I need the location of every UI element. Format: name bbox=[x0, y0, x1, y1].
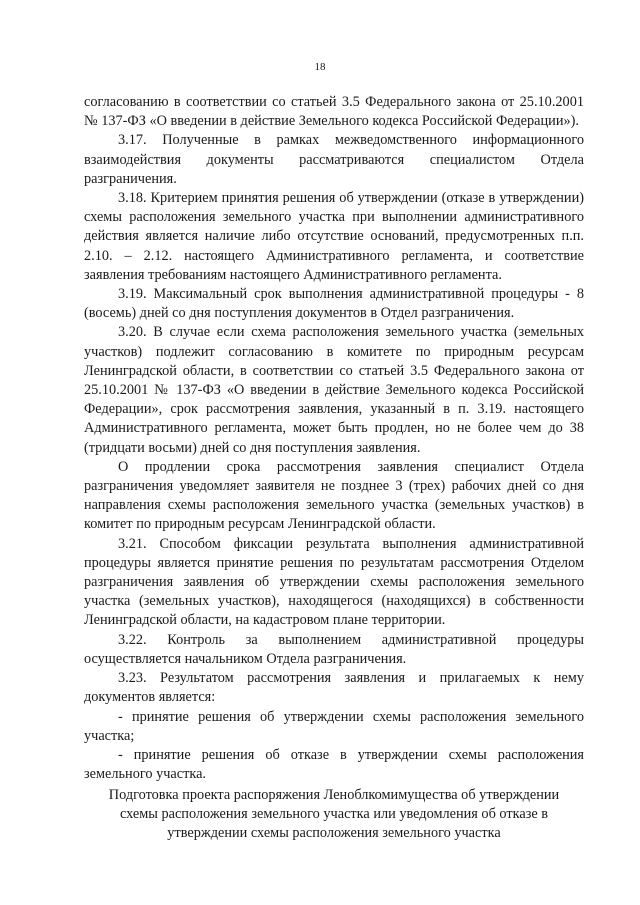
paragraph-3-21: 3.21. Способом фиксации результата выполнения административной процедуры является принятие решения по результатам рассмотрения Отделом разграничения заявления об утверждении схемы расположения земельного участка (земельных участков), находящегося (находящихся) в собственности Ленинградской области, на кадастровом плане территории. bbox=[84, 535, 584, 629]
paragraph-3-22: 3.22. Контроль за выполнением административной процедуры осуществляется начальником Отдела разграничения. bbox=[84, 631, 584, 667]
document-body bbox=[84, 93, 584, 784]
paragraph-continuation: согласованию в соответствии со статьей 3.5 Федерального закона от 25.10.2001 № 137-ФЗ «О введении в действие Земельного кодекса Российской Федерации»). bbox=[84, 94, 584, 130]
paragraph-3-20: 3.20. В случае если схема расположения земельного участка (земельных участков) подлежит согласованию в комитете по природным ресурсам Ленинградской области, в соответствии со статьей 3.5 Федерального закона от 25.10.2001 № 137-ФЗ «О введении в действие Земельного кодекса Российской Федерации», срок рассмотрения заявления, указанный в п. 3.19. настоящего Административного регламента, может быть продлен, но не более чем до 38 (тридцати восьми) дней со дня поступления заявления. bbox=[84, 324, 584, 456]
section-heading-line-1: Подготовка проекта распоряжения Леноблкомимущества об утверждении bbox=[108, 787, 560, 803]
paragraph-3-19: 3.19. Максимальный срок выполнения административной процедуры - 8 (восемь) дней со дня поступления документов в Отдел разграничения. bbox=[84, 286, 584, 322]
list-item-refusal: - принятие решения об отказе в утверждении схемы расположения земельного участка. bbox=[84, 746, 584, 783]
section-heading-line-3: утверждении схемы расположения земельного участка bbox=[167, 825, 501, 842]
section-heading-line-2: схемы расположения земельного участка или уведомления об отказе в bbox=[119, 806, 549, 823]
paragraph-3-23: 3.23. Результатом рассмотрения заявления и прилагаемых к нему документов является: bbox=[84, 670, 584, 706]
paragraph-extension-notice: О продлении срока рассмотрения заявления специалист Отдела разграничения уведомляет заявителя не позднее 3 (трех) рабочих дней со дня направления схемы расположения земельного участка (земельных участков) в комитет по природным ресурсам Ленинградской области. bbox=[84, 458, 584, 533]
section-heading bbox=[84, 786, 584, 844]
paragraph-3-17: 3.17. Полученные в рамках межведомственного информационного взаимодействия документы рассматриваются специалистом Отдела разграничения. bbox=[84, 132, 584, 187]
list-item-approval: - принятие решения об утверждении схемы расположения земельного участка; bbox=[84, 708, 584, 744]
paragraph-3-18: 3.18. Критерием принятия решения об утверждении (отказе в утверждении) схемы расположения земельного участка при выполнении административного действия является наличие либо отсутствие оснований, предусмотренных п.п. 2.10. – 2.12. настоящего Административного регламента, и соответствие заявления требованиям настоящего Административного регламента. bbox=[84, 190, 584, 283]
page-number: 18 bbox=[314, 61, 326, 73]
